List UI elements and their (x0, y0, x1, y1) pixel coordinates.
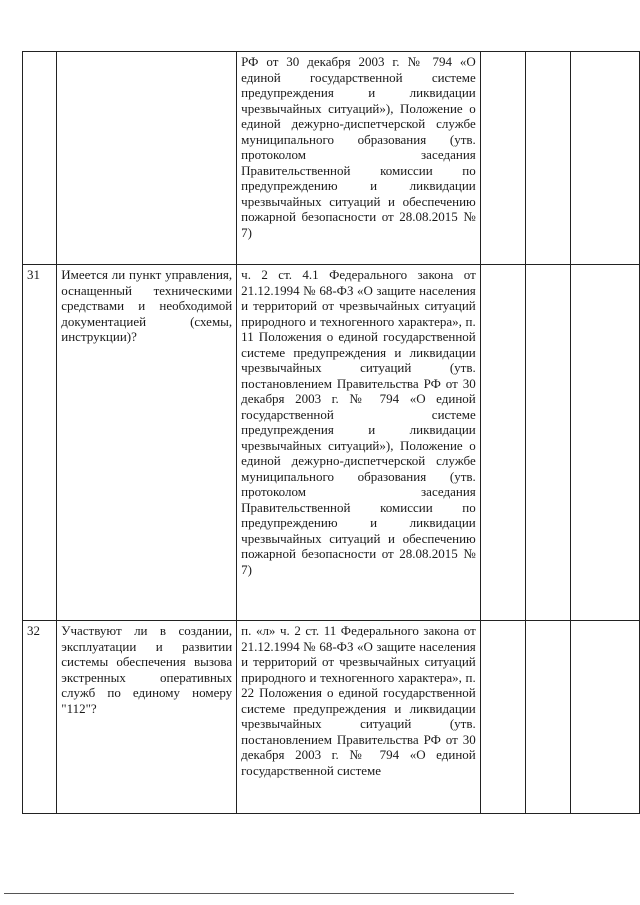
table-row-32 (23, 621, 640, 814)
answer-yes-cell (480, 621, 525, 814)
question-cell: Участвуют ли в создании, эксплуатации и развитии системы обеспечения вызова экстренных оперативных служб по единому номеру "112"? (57, 621, 237, 814)
legal-reference-cell: РФ от 30 декабря 2003 г. № 794 «О единой государственной системе предупреждения и ликвидации чрезвычайных ситуаций»), Положение о единой дежурно-диспетчерской службе муниципального образования (утв. протоколом заседания Правительственной комиссии по предупреждению и ликвидации чрезвычайных ситуаций и обеспечению пожарной безопасности от 28.08.2015 № 7) (237, 52, 481, 265)
row-number-cell: 31 (23, 265, 57, 621)
answer-no-cell (525, 52, 570, 265)
answer-yes-cell (480, 265, 525, 621)
row-number-cell (23, 52, 57, 265)
question-cell: Имеется ли пункт управления, оснащенный техническими средствами и необходимой документацией (схемы, инструкции)? (57, 265, 237, 621)
legal-reference-cell: п. «л» ч. 2 ст. 11 Федерального закона от 21.12.1994 № 68-ФЗ «О защите населения и территорий от чрезвычайных ситуаций природного и техногенного характера», п. 22 Положения о единой государственной системе предупреждения и ликвидации чрезвычайных ситуаций (утв. постановлением Правительства РФ от 30 декабря 2003 г. № 794 «О единой государственной системе (237, 621, 481, 814)
notes-cell (570, 52, 639, 265)
table-row-continuation (23, 52, 640, 265)
row-number-cell: 32 (23, 621, 57, 814)
page-bottom-rule (4, 893, 514, 894)
table-row-31 (23, 265, 640, 621)
question-cell (57, 52, 237, 265)
answer-no-cell (525, 621, 570, 814)
answer-no-cell (525, 265, 570, 621)
answer-yes-cell (480, 52, 525, 265)
notes-cell (570, 621, 639, 814)
checklist-table (22, 51, 640, 814)
notes-cell (570, 265, 639, 621)
legal-reference-cell: ч. 2 ст. 4.1 Федерального закона от 21.12.1994 № 68-ФЗ «О защите населения и территорий от чрезвычайных ситуаций природного и техногенного характера», п. 11 Положения о единой государственной системе предупреждения и ликвидации чрезвычайных ситуаций (утв. постановлением Правительства РФ от 30 декабря 2003 г. № 794 «О единой государственной системе предупреждения и ликвидации чрезвычайных ситуаций»), Положение о единой дежурно-диспетчерской службе муниципального образования (утв. протоколом заседания Правительственной комиссии по предупреждению и ликвидации чрезвычайных ситуаций и обеспечению пожарной безопасности от 28.08.2015 № 7) (237, 265, 481, 621)
